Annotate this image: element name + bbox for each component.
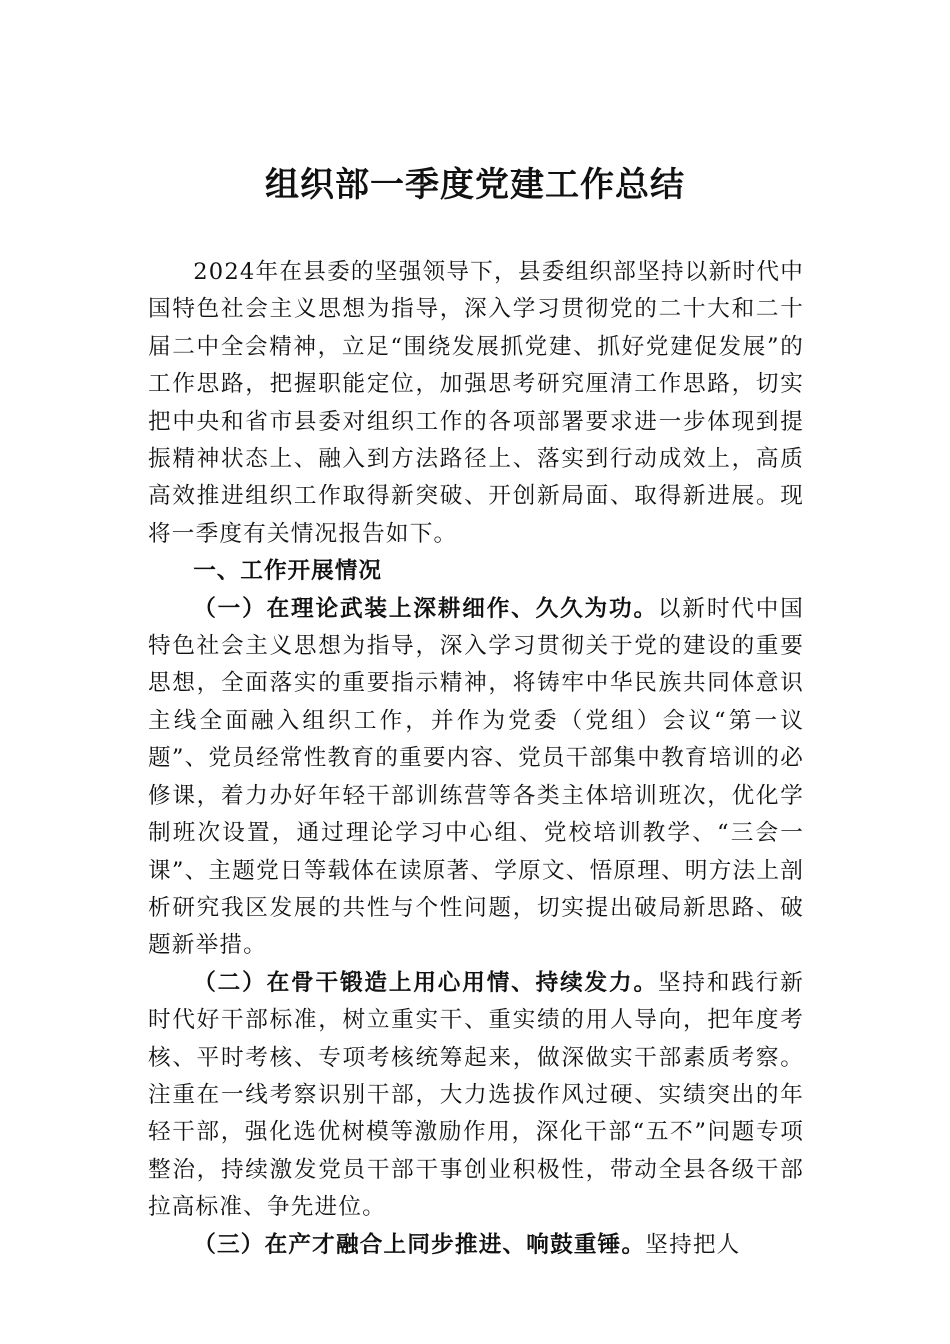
- section-heading: 一、工作开展情况: [193, 558, 382, 585]
- list-item: [148, 591, 804, 965]
- item-heading: （二）在骨干锻造上用心用情、持续发力。: [193, 969, 658, 996]
- intro-paragraph: 2024年在县委的坚强领导下，县委组织部坚持以新时代中国特色社会主义思想为指导，深入学习贯彻党的二十大和二十届二中全会精神，立足“围绕发展抓党建、抓好党建促发展”的工作思路，把握职能定位，加强思考研究厘清工作思路，切实把中央和省市县委对组织工作的各项部署要求进一步体现到提振精神状态上、融入到方法路径上、落实到行动成效上，高质高效推进组织工作取得新突破、开创新局面、取得新进展。现将一季度有关情况报告如下。: [148, 259, 804, 547]
- list-item: [148, 965, 804, 1227]
- item-heading: （三）在产才融合上同步推进、响鼓重锤。: [193, 1231, 646, 1258]
- item-heading: （一）在理论武装上深耕细作、久久为功。: [193, 595, 658, 622]
- item-text: 坚持把人: [645, 1231, 741, 1258]
- item-text: 坚持和践行新时代好干部标准，树立重实干、重实绩的用人导向，把年度考核、平时考核、专项考核统筹起来，做深做实干部素质考察。注重在一线考察识别干部，大力选拔作风过硬、实绩突出的年轻干部，强化选优树模等激励作用，深化干部“五不”问题专项整治，持续激发党员干部干事创业积极性，带动全县各级干部拉高标准、争先进位。: [148, 969, 804, 1221]
- document-body: [148, 254, 804, 1264]
- document-title: 组织部一季度党建工作总结: [265, 165, 685, 205]
- item-text: 以新时代中国特色社会主义思想为指导，深入学习贯彻关于党的建设的重要思想，全面落实的重要指示精神，将铸牢中华民族共同体意识主线全面融入组织工作，并作为党委（党组）会议“第一议题”、党员经常性教育的重要内容、党员干部集中教育培训的必修课，着力办好年轻干部训练营等各类主体培训班次，优化学制班次设置，通过理论学习中心组、党校培训教学、“三会一课”、主题党日等载体在读原著、学原文、悟原理、明方法上剖析研究我区发展的共性与个性问题，切实提出破局新思路、破题新举措。: [148, 595, 804, 959]
- list-item: [148, 1227, 804, 1264]
